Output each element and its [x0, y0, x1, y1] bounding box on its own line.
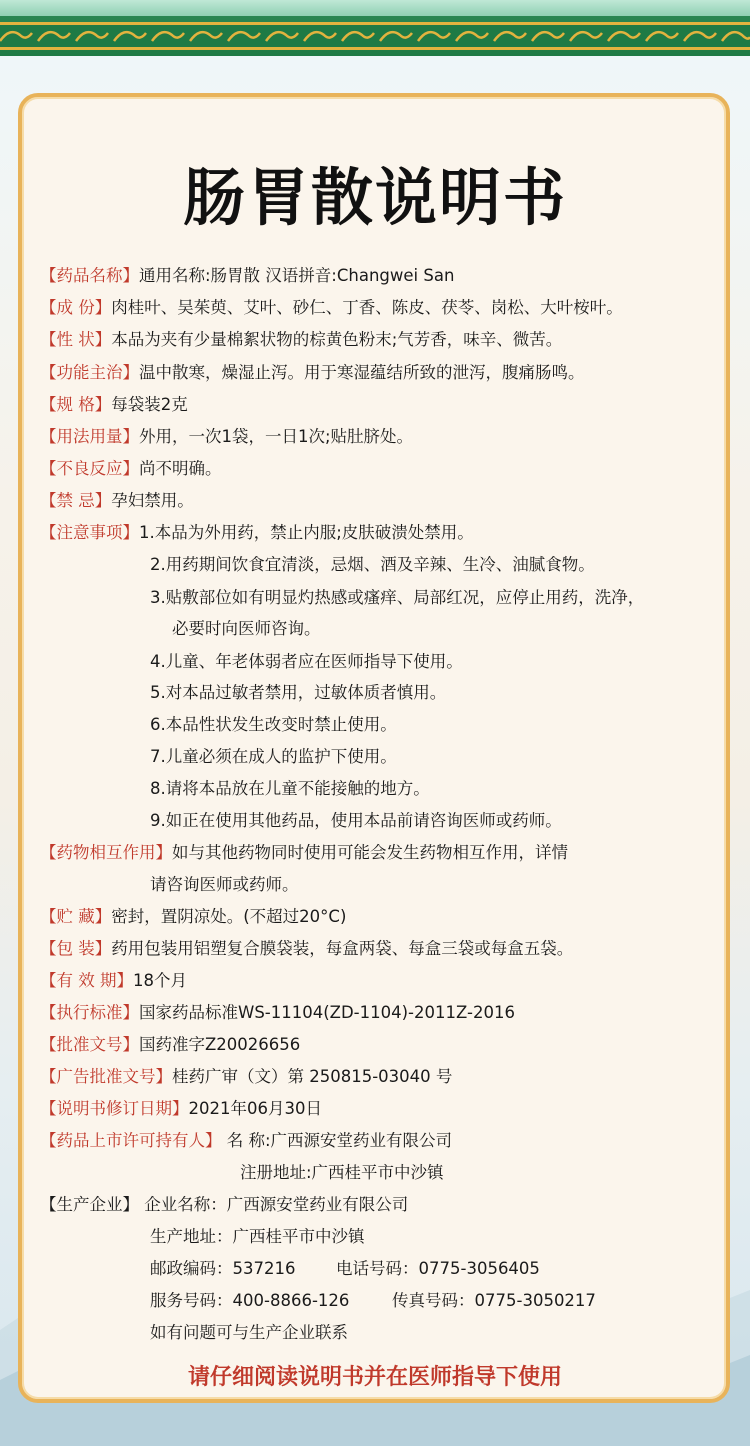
field-validity — [40, 970, 187, 992]
field-standard — [40, 1002, 515, 1024]
field-value: 通用名称:肠胃散 汉语拼音:Changwei San — [139, 266, 455, 285]
precaution-item: 8.请将本品放在儿童不能接触的地方。 — [150, 779, 430, 798]
field-indications — [40, 362, 585, 384]
field-value: 名 称:广西源安堂药业有限公司 — [226, 1131, 453, 1150]
field-value: 国药准字Z20026656 — [139, 1035, 301, 1054]
field-adverse-reactions — [40, 458, 222, 480]
field-value: 邮政编码：537216 — [150, 1259, 296, 1278]
field-value: 药用包装用铝塑复合膜袋装，每盒两袋、每盒三袋或每盒五袋。 — [111, 939, 574, 958]
precaution-item: 必要时向医师咨询。 — [172, 619, 321, 638]
footer-warning: 请仔细阅读说明书并在医师指导下使用 — [187, 1365, 562, 1390]
field-value: 国家药品标准WS-11104(ZD-1104)-2011Z-2016 — [139, 1003, 515, 1022]
field-label: 【规 格】 — [40, 395, 112, 414]
field-label: 【用法用量】 — [40, 427, 139, 446]
field-label: 【执行标准】 — [40, 1003, 139, 1022]
field-specification — [40, 394, 188, 416]
field-label: 【药品上市许可持有人】 — [40, 1131, 222, 1150]
precaution-item: 7.儿童必须在成人的监护下使用。 — [150, 747, 397, 766]
field-label: 【说明书修订日期】 — [40, 1099, 189, 1118]
field-label: 【功能主治】 — [40, 363, 139, 382]
precaution-item: 5.对本品过敏者禁用，过敏体质者慎用。 — [150, 683, 447, 702]
field-label: 【生产企业】 — [40, 1195, 139, 1214]
field-ad-approval — [40, 1066, 452, 1088]
field-label: 【性 状】 — [40, 330, 112, 349]
field-value: 如与其他药物同时使用可能会发生药物相互作用，详情 — [172, 843, 568, 862]
field-value: 密封，置阴凉处。(不超过20°C) — [111, 907, 347, 926]
field-value: 桂药广审（文）第 250815-03040 号 — [172, 1067, 453, 1086]
field-value: 每袋装2克 — [111, 395, 188, 414]
field-interaction — [40, 842, 568, 864]
field-value: 外用，一次1袋，一日1次;贴肚脐处。 — [139, 427, 414, 446]
precaution-item: 3.贴敷部位如有明显灼热感或瘙痒、局部红况，应停止用药，洗净， — [150, 588, 645, 607]
field-ingredients — [40, 297, 623, 319]
precaution-item: 4.儿童、年老体弱者应在医师指导下使用。 — [150, 652, 463, 671]
field-label: 【禁 忌】 — [40, 491, 112, 510]
field-value: 注册地址:广西桂平市中沙镇 — [240, 1163, 444, 1182]
field-value: 如有问题可与生产企业联系 — [150, 1323, 348, 1342]
field-license-holder — [40, 1130, 452, 1152]
field-approval-number — [40, 1034, 300, 1056]
field-description — [40, 329, 562, 351]
field-value: 企业名称：广西源安堂药业有限公司 — [144, 1195, 409, 1214]
field-label: 【注意事项】 — [40, 523, 139, 542]
field-value: 请咨询医师或药师。 — [150, 875, 299, 894]
field-value: 服务号码：400-8866-126 — [150, 1291, 350, 1310]
field-label: 【药品名称】 — [40, 266, 139, 285]
field-label: 【批准文号】 — [40, 1035, 139, 1054]
wave-pattern-icon — [0, 25, 750, 47]
field-label: 【有 效 期】 — [40, 971, 133, 990]
field-manufacturer — [40, 1194, 408, 1216]
field-value: 本品为夹有少量棉絮状物的棕黄色粉末;气芳香，味辛、微苦。 — [111, 330, 563, 349]
field-drug-name — [40, 265, 454, 287]
field-revision-date — [40, 1098, 322, 1120]
field-dosage — [40, 426, 413, 448]
field-contraindications — [40, 490, 194, 512]
field-value: 生产地址：广西桂平市中沙镇 — [150, 1227, 365, 1246]
field-value: 肉桂叶、吴茱萸、艾叶、砂仁、丁香、陈皮、茯苓、岗松、大叶桉叶。 — [111, 298, 623, 317]
field-label: 【包 装】 — [40, 939, 112, 958]
field-value: 2021年06月30日 — [188, 1099, 322, 1118]
field-precautions — [40, 522, 474, 544]
precaution-item: 2.用药期间饮食宜清淡，忌烟、酒及辛辣、生冷、油腻食物。 — [150, 555, 595, 574]
field-label: 【不良反应】 — [40, 459, 139, 478]
field-value: 尚不明确。 — [139, 459, 222, 478]
field-label: 【成 份】 — [40, 298, 112, 317]
precaution-item: 1.本品为外用药，禁止内服;皮肤破溃处禁用。 — [139, 523, 474, 542]
field-value: 温中散寒，燥湿止泻。用于寒湿蕴结所致的泄泻，腹痛肠鸣。 — [139, 363, 585, 382]
field-value: 传真号码：0775-3050217 — [392, 1291, 596, 1310]
field-label: 【贮 藏】 — [40, 907, 112, 926]
precaution-item: 9.如正在使用其他药品，使用本品前请咨询医师或药师。 — [150, 811, 562, 830]
precaution-item: 6.本品性状发生改变时禁止使用。 — [150, 715, 397, 734]
page-title: 肠胃散说明书 — [182, 161, 567, 234]
field-label: 【药物相互作用】 — [40, 843, 172, 862]
field-package — [40, 938, 573, 960]
field-value: 电话号码：0775-3056405 — [336, 1259, 540, 1278]
field-value: 18个月 — [133, 971, 187, 990]
field-storage — [40, 906, 346, 928]
field-label: 【广告批准文号】 — [40, 1067, 172, 1086]
field-value: 孕妇禁用。 — [111, 491, 194, 510]
decorative-top-border — [0, 0, 750, 56]
